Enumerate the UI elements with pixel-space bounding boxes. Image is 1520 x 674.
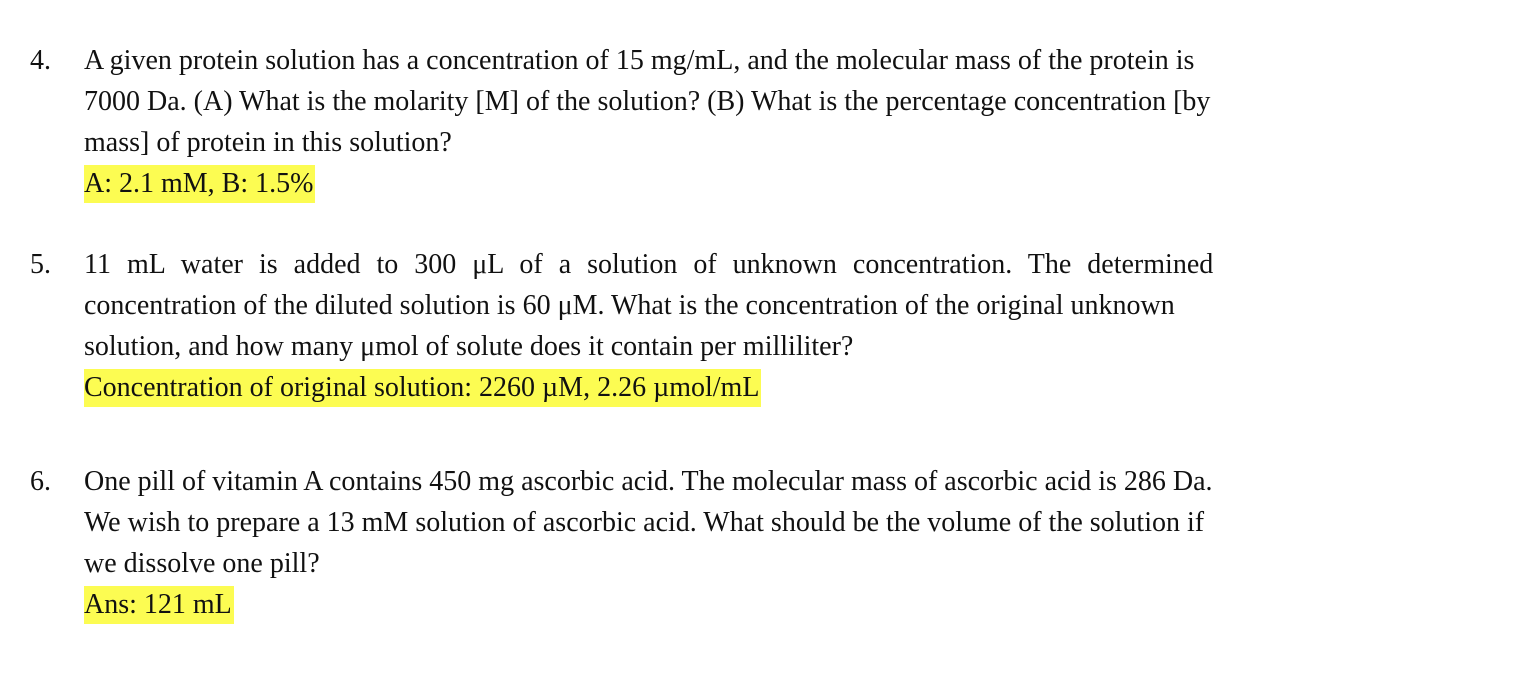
problem-number: 5.	[30, 249, 51, 280]
answer-highlight: Concentration of original solution: 2260 µM, 2.26 µmol/mL	[84, 369, 761, 407]
problem-line: One pill of vitamin A contains 450 mg ascorbic acid. The molecular mass of ascorbic acid is 286 Da.	[84, 466, 1213, 497]
problem-line: We wish to prepare a 13 mM solution of ascorbic acid. What should be the volume of the solution if	[84, 507, 1205, 538]
problem-line: mass] of protein in this solution?	[84, 127, 452, 158]
problem-line: concentration of the diluted solution is 60 μM. What is the concentration of the original unknown	[84, 290, 1175, 321]
answer-highlight: Ans: 121 mL	[84, 586, 234, 624]
problem-text	[84, 244, 1407, 367]
problem-text	[84, 40, 1407, 163]
problem-number: 6.	[30, 466, 51, 497]
problem-line: 11 mL water is added to 300 μL of a solution of unknown concentration. The determined	[84, 249, 1214, 280]
problem-line: we dissolve one pill?	[84, 548, 320, 579]
answer-highlight: A: 2.1 mM, B: 1.5%	[84, 165, 315, 203]
problem-line: solution, and how many μmol of solute does it contain per milliliter?	[84, 331, 854, 362]
problem-number: 4.	[30, 45, 51, 76]
problem-line: 7000 Da. (A) What is the molarity [M] of the solution? (B) What is the percentage concentration [by	[84, 86, 1211, 117]
problem-text	[84, 461, 1407, 584]
problem-line: A given protein solution has a concentration of 15 mg/mL, and the molecular mass of the protein is	[84, 45, 1195, 76]
